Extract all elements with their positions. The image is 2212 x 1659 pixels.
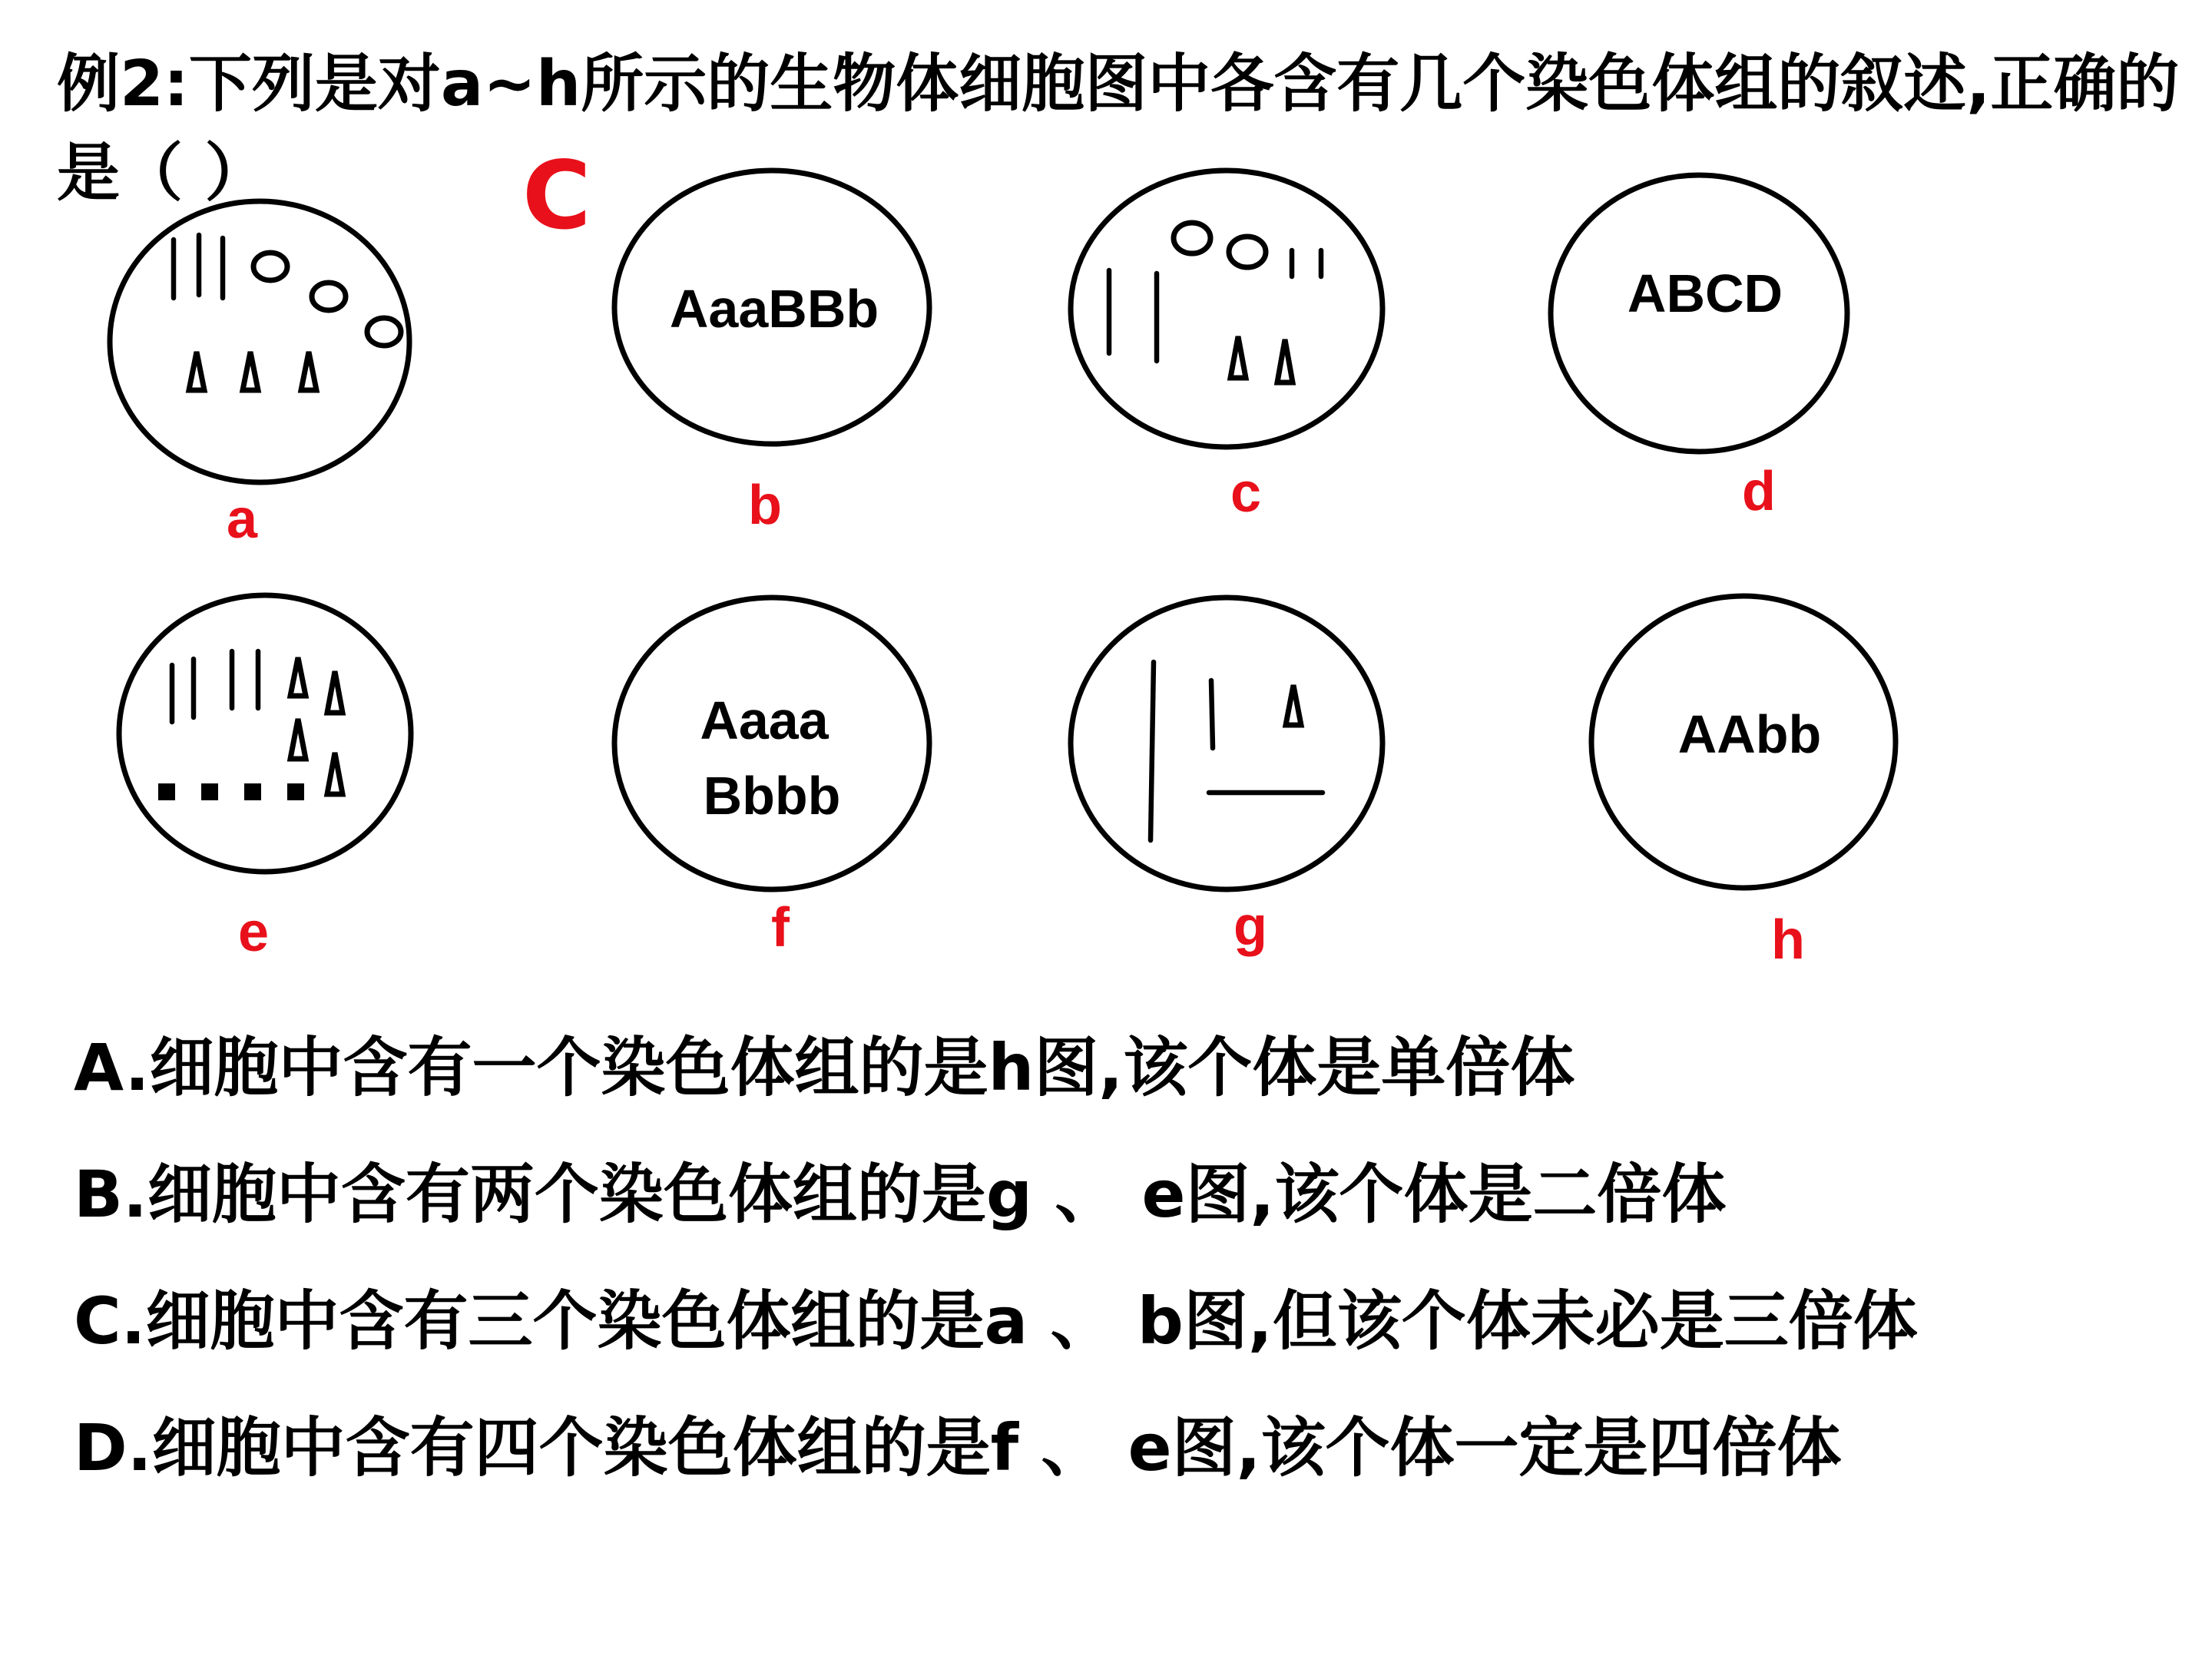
cell-c-label: c <box>1230 462 1262 524</box>
cell-f <box>614 598 929 959</box>
cell-f-label: f <box>771 897 790 959</box>
option-a[interactable]: A.细胞中含有一个染色体组的是h图,该个体是单倍体 <box>74 1030 1575 1105</box>
cell-d-label: d <box>1742 461 1776 522</box>
chromosome-triangle <box>327 671 343 713</box>
cell-e-label: e <box>237 902 270 963</box>
cell-g <box>1071 598 1382 957</box>
cell-a-membrane <box>110 201 409 482</box>
question-stem: 例2:下列是对a~h所示的生物体细胞图中各含有几个染色体组的叙述,正确的是（ ） <box>57 48 2180 210</box>
chromosome-triangle <box>301 352 316 390</box>
chromosome-triangle <box>243 352 258 390</box>
cell-a-label: a <box>226 488 258 550</box>
cell-a <box>110 201 409 550</box>
cell-b-label: b <box>748 475 782 536</box>
chromosome-rod <box>1151 662 1154 840</box>
chromosome-dot <box>287 783 304 800</box>
cell-d-genotype: ABCD <box>1627 263 1783 323</box>
chromosome-triangle <box>1286 685 1301 725</box>
cell-f-genotype-line1: Aaaa <box>700 690 829 750</box>
cell-f-genotype-line2: Bbbb <box>703 766 841 826</box>
chromosome-dot <box>201 783 218 800</box>
chromosome-triangle <box>327 753 343 794</box>
option-c[interactable]: C.细胞中含有三个染色体组的是a 、 b图,但该个体未必是三倍体 <box>74 1283 1918 1359</box>
chromosome-dot <box>244 783 261 800</box>
chromosome-rod <box>1211 680 1213 748</box>
cell-g-membrane <box>1071 598 1382 889</box>
chromosome-triangle <box>290 657 306 696</box>
chromosome-triangle <box>1277 339 1293 382</box>
cell-c <box>1071 171 1382 524</box>
cell-h-genotype: AAbb <box>1677 704 1822 764</box>
chromosome-dot <box>158 783 175 800</box>
chromosome-ring <box>1174 223 1210 253</box>
cell-e <box>119 595 411 963</box>
cell-b-genotype: AaaBBb <box>669 279 879 339</box>
chromosome-ring <box>253 253 287 280</box>
option-b[interactable]: B.细胞中含有两个染色体组的是g 、 e图,该个体是二倍体 <box>74 1157 1727 1232</box>
chromosome-ring <box>1229 237 1266 267</box>
cell-g-chromosomes <box>1151 662 1323 840</box>
cell-c-chromosomes <box>1109 223 1321 382</box>
cell-c-membrane <box>1071 171 1382 447</box>
cell-a-chromosomes <box>174 235 401 390</box>
cell-h <box>1591 596 1896 971</box>
option-d[interactable]: D.细胞中含有四个染色体组的是f 、 e图,该个体一定是四倍体 <box>74 1410 1842 1485</box>
cell-b <box>614 171 929 536</box>
cell-e-membrane <box>119 595 411 872</box>
cell-h-label: h <box>1771 909 1805 971</box>
answer-mark: C <box>522 141 591 250</box>
cell-g-label: g <box>1233 896 1267 957</box>
chromosome-triangle <box>189 352 204 390</box>
chromosome-triangle <box>290 719 306 759</box>
chromosome-ring <box>367 318 401 346</box>
chromosome-ring <box>312 283 346 310</box>
cell-e-chromosomes <box>158 651 343 800</box>
chromosome-triangle <box>1230 336 1246 378</box>
cell-d <box>1551 175 1847 522</box>
